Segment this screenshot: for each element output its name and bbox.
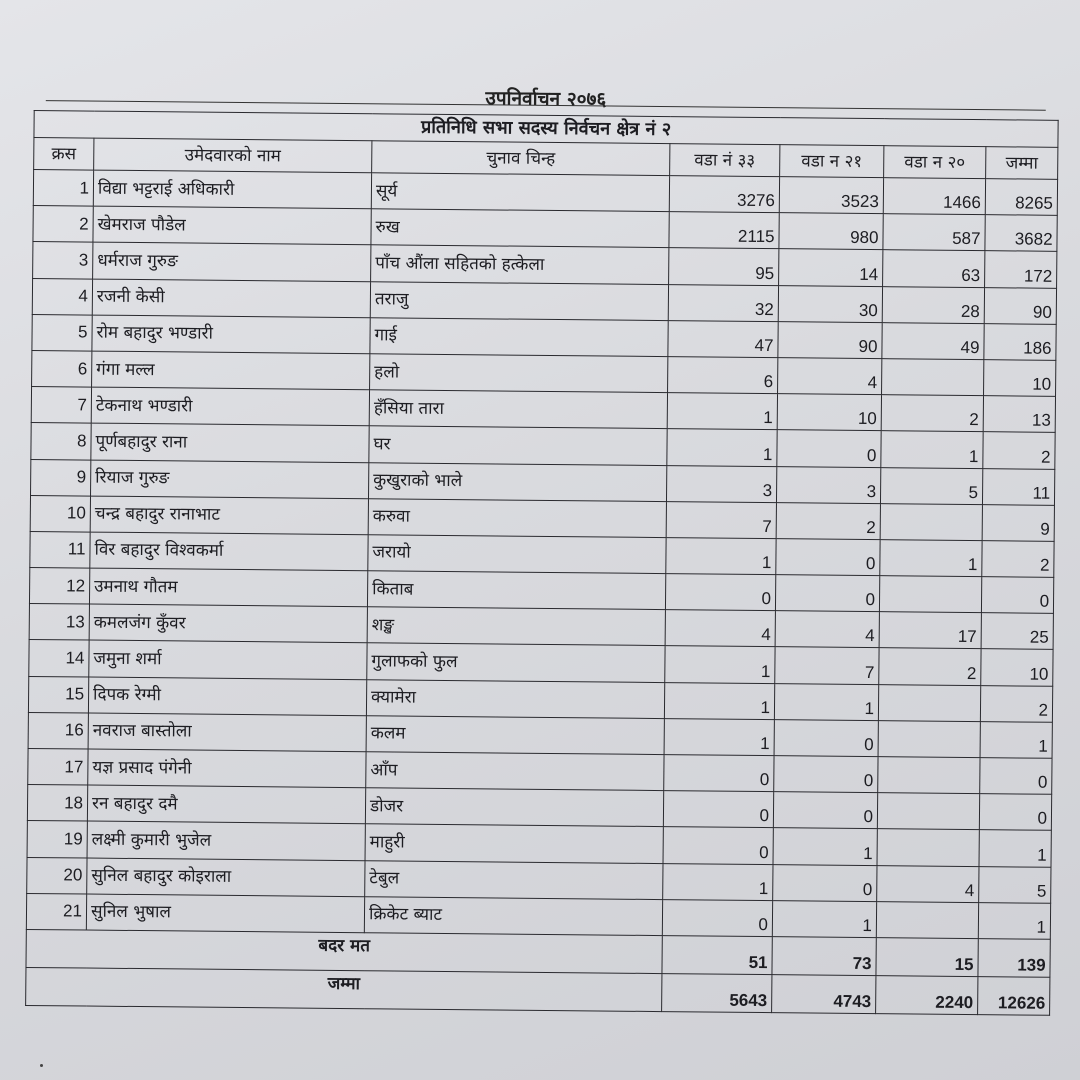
votes-total: 172	[985, 251, 1057, 288]
votes-ward-20	[877, 793, 979, 830]
votes-total: 13	[983, 396, 1055, 433]
votes-ward-20: 28	[882, 286, 984, 323]
votes-total: 0	[980, 758, 1052, 795]
election-symbol: हँसिया तारा	[369, 390, 667, 429]
votes-ward-20: 1	[880, 540, 982, 577]
votes-ward-33: 3276	[669, 176, 779, 213]
votes-ward-20: 2	[881, 395, 983, 432]
votes-ward-21: 4	[778, 358, 882, 395]
candidate-name: उमनाथ गौतम	[89, 568, 367, 607]
election-symbol: गुलाफको फुल	[367, 643, 665, 682]
votes-ward-20	[880, 503, 982, 540]
candidate-name: यज्ञ प्रसाद पंगेनी	[88, 749, 366, 788]
votes-total: 10	[981, 649, 1053, 686]
votes-ward-33: 0	[662, 899, 772, 936]
votes-ward-33: 7	[666, 501, 776, 538]
votes-ward-33: 1	[666, 537, 776, 574]
votes-ward-33: 6	[668, 357, 778, 394]
results-table	[25, 110, 1059, 1016]
header-ward-20: वडा न २०	[884, 146, 986, 179]
votes-ward-20: 17	[879, 612, 981, 649]
row-serial-number: 18	[27, 785, 87, 822]
votes-ward-33: 1	[667, 393, 777, 430]
candidate-name: कमलजंग कुँवर	[89, 604, 367, 643]
votes-ward-21: 90	[778, 321, 882, 358]
votes-ward-21: 0	[777, 430, 881, 467]
row-serial-number: 9	[31, 459, 91, 496]
votes-total: 5	[979, 866, 1051, 903]
votes-ward-20	[878, 720, 980, 757]
election-symbol: डोजर	[365, 788, 663, 827]
votes-total: 1	[980, 721, 1052, 758]
votes-ward-21: 4	[775, 611, 879, 648]
candidate-name: रियाज गुरुङ	[91, 460, 369, 499]
votes-ward-20: 49	[882, 322, 984, 359]
row-serial-number: 4	[32, 278, 92, 315]
row-serial-number: 5	[32, 314, 92, 351]
candidate-name: गंगा मल्ल	[92, 351, 370, 390]
votes-total: 0	[981, 577, 1053, 614]
votes-ward-20: 63	[883, 250, 985, 287]
votes-ward-20	[882, 359, 984, 396]
candidate-name: टेकनाथ भण्डारी	[91, 387, 369, 426]
votes-ward-21: 3	[776, 466, 880, 503]
votes-total: 2	[983, 432, 1055, 469]
election-symbol: शङ्ख	[367, 607, 665, 646]
votes-ward-21: 30	[778, 285, 882, 322]
election-symbol: माहुरी	[365, 824, 663, 863]
row-serial-number: 8	[31, 423, 91, 460]
result-sheet	[25, 80, 1058, 1014]
votes-ward-33: 1	[665, 646, 775, 683]
grand-total-label: जम्मा	[26, 968, 662, 1012]
votes-ward-20	[876, 901, 978, 938]
election-symbol: किताब	[367, 571, 665, 610]
votes-ward-33: 1	[663, 863, 773, 900]
votes-ward-21: 1	[773, 828, 877, 865]
row-serial-number: 1	[33, 170, 93, 207]
election-symbol: क्रिकेट ब्याट	[364, 896, 662, 935]
votes-ward-20: 1466	[883, 178, 985, 215]
candidate-name: नवराज बास्तोला	[88, 713, 366, 752]
votes-total: 10	[984, 360, 1056, 397]
election-symbol: रुख	[371, 209, 669, 248]
votes-ward-33: 1	[664, 682, 774, 719]
votes-ward-20: 587	[883, 214, 985, 251]
votes-ward-33: 3	[666, 465, 776, 502]
row-serial-number: 13	[29, 604, 89, 641]
election-symbol: घर	[369, 426, 667, 465]
votes-ward-21: 980	[779, 213, 883, 250]
header-total: जम्मा	[986, 147, 1058, 180]
election-symbol: टेबुल	[365, 860, 663, 899]
election-symbol: क्यामेरा	[366, 679, 664, 718]
row-serial-number: 12	[29, 568, 89, 605]
header-ward-33: वडा नं ३३	[670, 144, 780, 177]
votes-total: 25	[981, 613, 1053, 650]
votes-ward-21: 1	[774, 683, 878, 720]
votes-ward-33: 4	[665, 610, 775, 647]
row-serial-number: 2	[33, 206, 93, 243]
candidate-name: धर्मराज गुरुङ	[93, 242, 371, 281]
votes-ward-21: 0	[775, 575, 879, 612]
candidate-name: सुनिल बहादुर कोइराला	[87, 858, 365, 897]
invalid-votes-label: बदर मत	[26, 929, 662, 973]
election-symbol: कुखुराको भाले	[368, 462, 666, 501]
votes-ward-21: 1	[772, 900, 876, 937]
table-caption: प्रतिनिधि सभा सदस्य निर्वचन क्षेत्र नं २	[34, 111, 1058, 148]
votes-ward-33: 0	[663, 791, 773, 828]
row-serial-number: 6	[32, 350, 92, 387]
votes-ward-21: 0	[776, 539, 880, 576]
election-symbol: हलो	[370, 354, 668, 393]
votes-total: 1	[979, 830, 1051, 867]
votes-ward-21: 14	[779, 249, 883, 286]
election-symbol: कलम	[366, 716, 664, 755]
page-title: उपनिर्वाचन २०७६	[485, 87, 607, 111]
votes-ward-20: 5	[880, 467, 982, 504]
candidate-name: रन बहादुर दमै	[87, 785, 365, 824]
candidate-rows	[26, 170, 1057, 940]
row-serial-number: 17	[28, 748, 88, 785]
votes-total: 90	[984, 287, 1056, 324]
votes-ward-33: 95	[669, 248, 779, 285]
votes-ward-21: 0	[774, 756, 878, 793]
row-serial-number: 16	[28, 712, 88, 749]
election-symbol: आँप	[366, 752, 664, 791]
votes-ward-20	[877, 829, 979, 866]
votes-ward-33: 2115	[669, 212, 779, 249]
header-candidate-name: उमेदवारको नाम	[94, 138, 372, 173]
candidate-name: विर बहादुर विश्वकर्मा	[90, 532, 368, 571]
row-serial-number: 3	[33, 242, 93, 279]
grand-total-ward-20: 2240	[876, 976, 978, 1015]
votes-ward-20: 2	[879, 648, 981, 685]
row-serial-number: 19	[27, 821, 87, 858]
header-ward-21: वडा न २१	[780, 145, 884, 178]
votes-ward-21: 3523	[779, 177, 883, 214]
candidate-name: सुनिल भुषाल	[86, 894, 364, 933]
votes-ward-20	[879, 576, 981, 613]
candidate-name: रोम बहादुर भण्डारी	[92, 315, 370, 354]
votes-total: 9	[982, 504, 1054, 541]
candidate-name: रजनी केसी	[92, 279, 370, 318]
candidate-name: पूर्णबहादुर राना	[91, 423, 369, 462]
election-symbol: पाँच औंला सहितको हत्केला	[371, 245, 669, 284]
invalid-total: 139	[978, 939, 1050, 978]
candidate-name: जमुना शर्मा	[89, 640, 367, 679]
header-sn: क्रस	[34, 138, 94, 171]
candidate-name: लक्ष्मी कुमारी भुजेल	[87, 821, 365, 860]
votes-ward-33: 1	[667, 429, 777, 466]
election-symbol: करुवा	[368, 498, 666, 537]
invalid-ward-33: 51	[662, 936, 772, 975]
votes-ward-21: 0	[773, 792, 877, 829]
votes-ward-33: 47	[668, 320, 778, 357]
votes-ward-20	[878, 684, 980, 721]
row-serial-number: 20	[27, 857, 87, 894]
votes-ward-21: 2	[776, 502, 880, 539]
votes-ward-20: 4	[877, 865, 979, 902]
row-serial-number: 21	[26, 893, 86, 930]
candidate-name: दिपक रेग्मी	[88, 677, 366, 716]
invalid-ward-20: 15	[876, 938, 978, 977]
grand-total-ward-21: 4743	[772, 975, 876, 1014]
votes-total: 11	[982, 468, 1054, 505]
election-symbol: तराजु	[370, 281, 668, 320]
election-symbol: सूर्य	[371, 173, 669, 212]
row-serial-number: 15	[28, 676, 88, 713]
row-serial-number: 11	[30, 531, 90, 568]
candidate-name: चन्द्र बहादुर रानाभाट	[90, 496, 368, 535]
votes-ward-21: 0	[774, 719, 878, 756]
votes-ward-21: 10	[777, 394, 881, 431]
votes-ward-21: 0	[773, 864, 877, 901]
votes-total: 186	[984, 323, 1056, 360]
votes-ward-33: 1	[664, 718, 774, 755]
header-election-symbol: चुनाव चिन्ह	[372, 141, 670, 176]
votes-ward-20	[878, 757, 980, 794]
votes-total: 2	[980, 685, 1052, 722]
votes-ward-33: 0	[664, 755, 774, 792]
candidate-name: खेमराज पौडेल	[93, 206, 371, 245]
votes-total: 3682	[985, 215, 1057, 252]
candidate-name: विद्या भट्टराई अधिकारी	[93, 170, 371, 209]
grand-total-sum: 12626	[978, 977, 1050, 1016]
votes-total: 0	[979, 794, 1051, 831]
invalid-ward-21: 73	[772, 937, 876, 976]
votes-ward-33: 0	[663, 827, 773, 864]
election-symbol: जरायो	[368, 535, 666, 574]
election-symbol: गाई	[370, 317, 668, 356]
paper-speck	[40, 1064, 43, 1067]
row-serial-number: 10	[30, 495, 90, 532]
votes-total: 8265	[985, 179, 1057, 216]
votes-ward-20: 1	[881, 431, 983, 468]
votes-ward-33: 32	[668, 284, 778, 321]
votes-ward-33: 0	[665, 574, 775, 611]
votes-ward-21: 7	[775, 647, 879, 684]
votes-total: 1	[978, 902, 1050, 939]
row-serial-number: 14	[29, 640, 89, 677]
grand-total-ward-33: 5643	[662, 974, 772, 1013]
votes-total: 2	[982, 540, 1054, 577]
row-serial-number: 7	[31, 387, 91, 424]
